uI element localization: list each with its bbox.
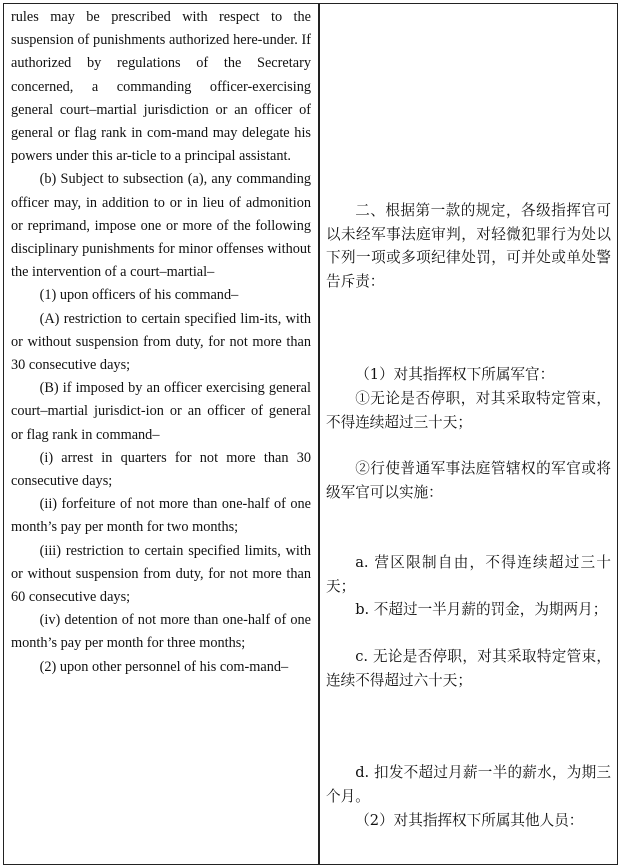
chinese-paragraph: a. 营区限制自由，不得连续超过三十天； <box>326 554 611 595</box>
column-divider <box>318 3 320 865</box>
english-paragraph: (B) if imposed by an officer exercising general court–martial jurisdict-ion or an officer of general or flag rank in command– <box>11 380 311 443</box>
english-paragraph: (A) restriction to certain specified lim-its, with or without suspension from duty, for not more than 30 consecutive days; <box>11 310 311 374</box>
chinese-paragraph: （1）对其指挥权下所属军官： <box>355 366 555 383</box>
chinese-paragraph: （2）对其指挥权下所属其他人员： <box>355 812 584 829</box>
english-paragraph: (iii) restriction to certain specified limits, with or without suspension from duty, for not more than 60 consecutive days; <box>11 542 311 606</box>
english-paragraph: (iv) detention of not more than one-half of one month’s pay per month for three months; <box>11 612 311 652</box>
english-paragraph: (b) Subject to subsection (a), any commanding officer may, in addition to or in lieu of admonition or reprimand, impose one or more of the following disciplinary punishments for minor offenses without the intervention of a court–martial– <box>11 171 311 281</box>
english-paragraph: (1) upon officers of his command– <box>39 287 239 304</box>
english-paragraph: (ii) forfeiture of not more than one-half of one month’s pay per month for two months; <box>11 496 311 536</box>
chinese-paragraph: ①无论是否停职，对其采取特定管束，不得连续超过三十天； <box>326 390 611 431</box>
english-paragraph: rules may be prescribed with respect to the suspension of punishments authorized here-under. If authorized by regulations of the Secretary concerned, a commanding officer-exercising general court–martial jurisdiction or an officer of general or flag rank in com-mand may delegate his powers under this ar-ticle to a principal assistant. <box>11 9 311 165</box>
chinese-paragraph: ②行使普通军事法庭管辖权的军官或将级军官可以实施： <box>326 460 611 501</box>
english-paragraph: (2) upon other personnel of his com-mand– <box>39 658 289 675</box>
english-paragraph: (i) arrest in quarters for not more than 30 consecutive days; <box>11 449 311 490</box>
chinese-paragraph: b. 不超过一半月薪的罚金，为期两月； <box>355 601 608 618</box>
chinese-paragraph: d. 扣发不超过月薪一半的薪水，为期三个月。 <box>326 764 611 805</box>
chinese-column <box>326 0 611 868</box>
chinese-paragraph: 二、根据第一款的规定，各级指挥官可以未经军事法庭审判，对轻微犯罪行为处以下列一项或多项纪律处罚，可并处或单处警告斥责： <box>326 202 611 290</box>
chinese-paragraph: c. 无论是否停职，对其采取特定管束，连续不得超过六十天； <box>326 648 611 689</box>
english-column <box>11 6 311 679</box>
